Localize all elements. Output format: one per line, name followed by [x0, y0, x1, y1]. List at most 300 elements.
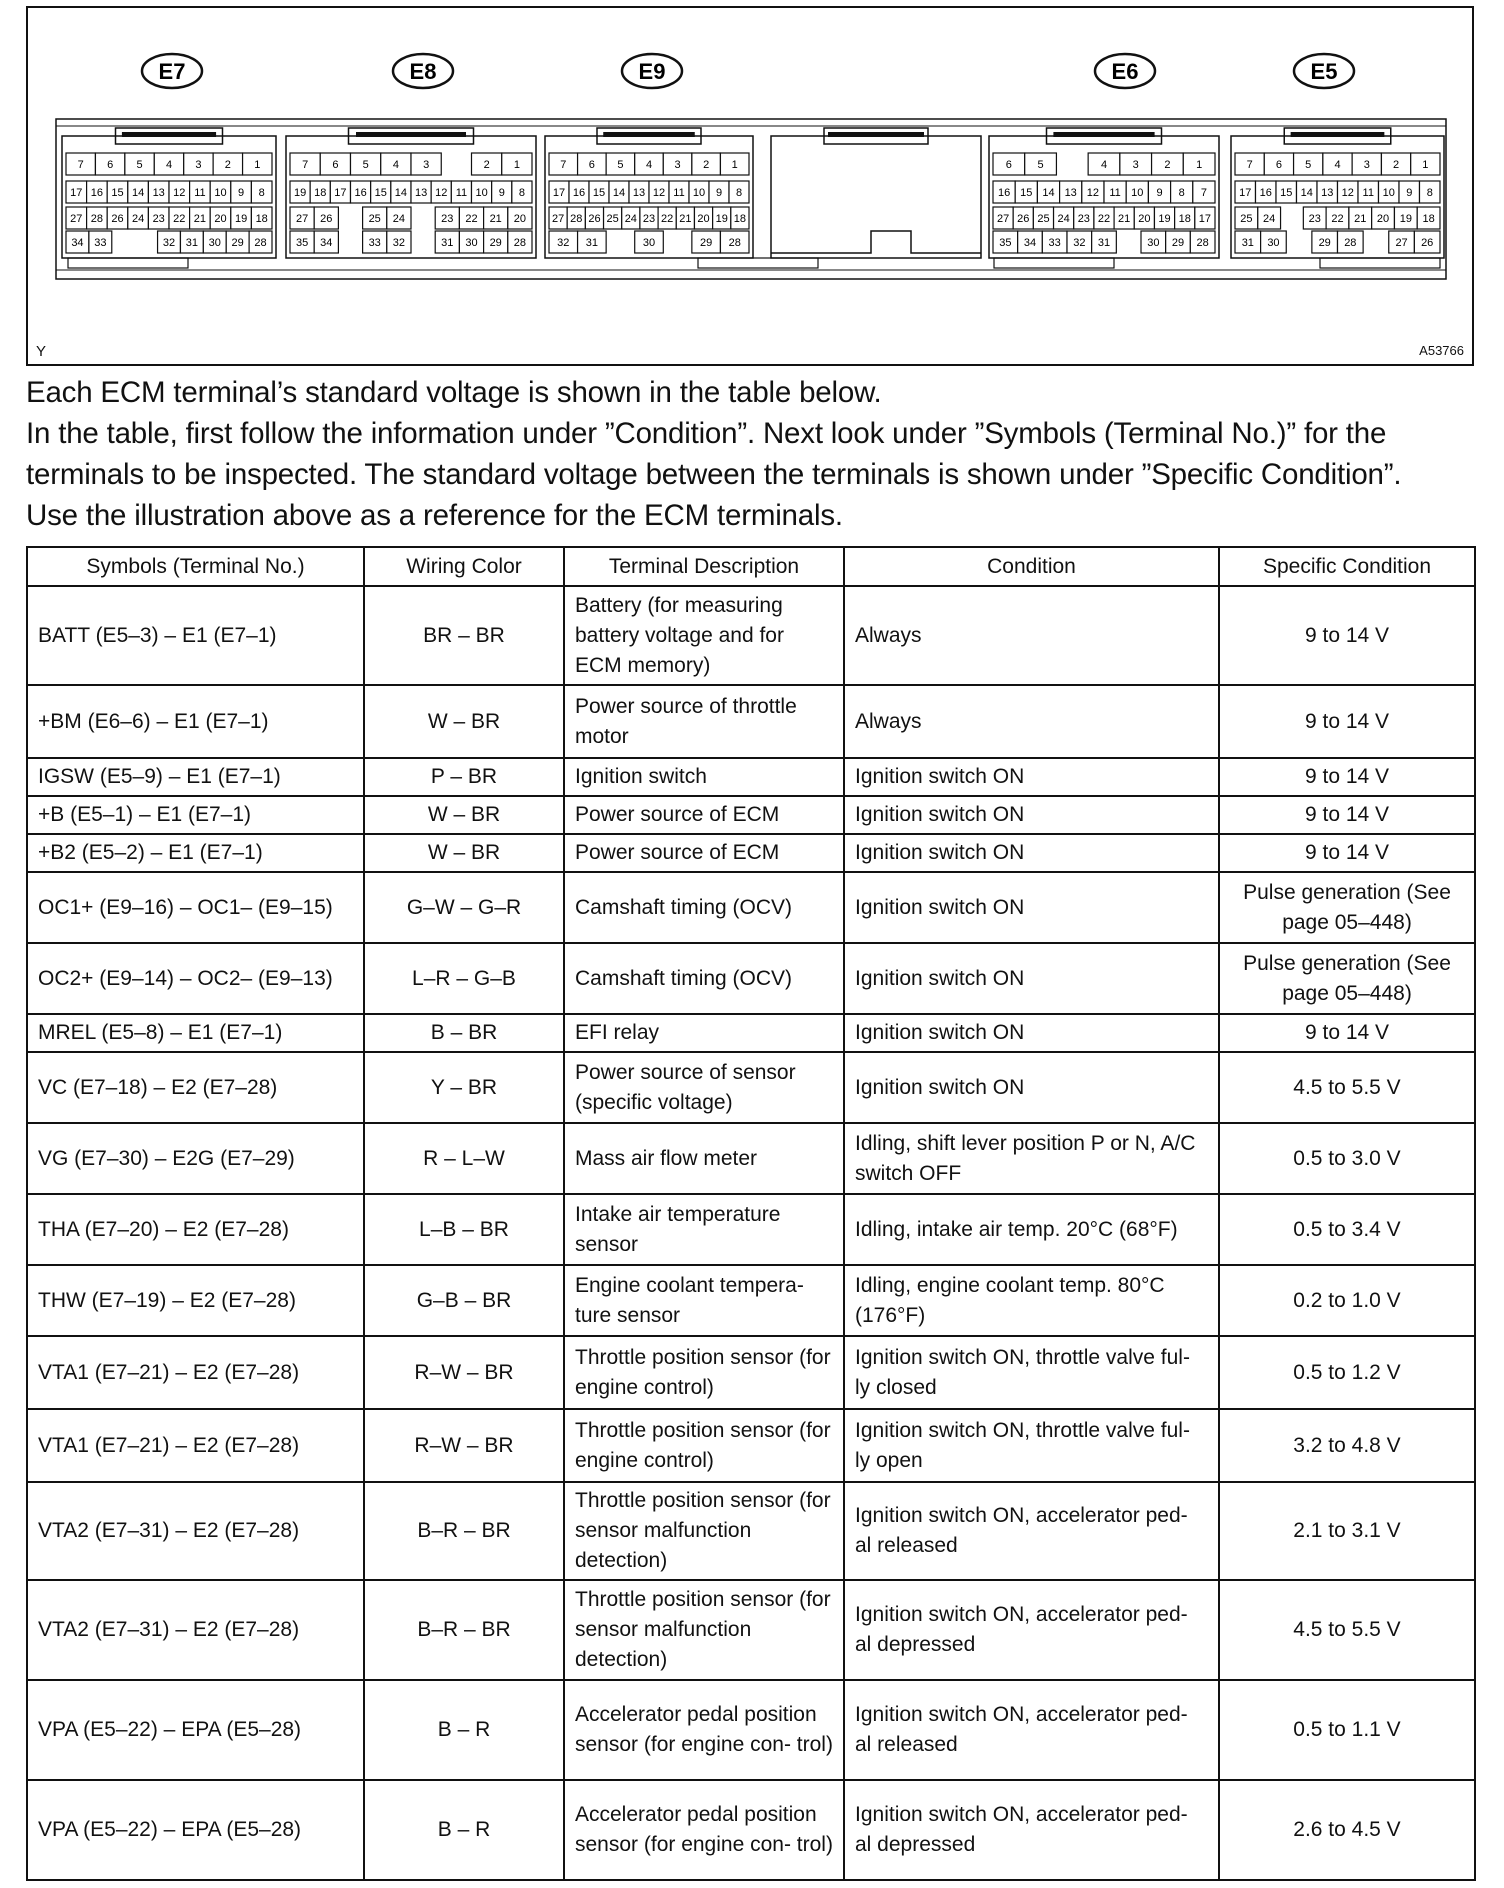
specific-condition-cell: 9 to 14 V — [1219, 1014, 1475, 1052]
specific-condition-cell: 4.5 to 5.5 V — [1219, 1052, 1475, 1123]
terminal-number: 9 — [1156, 187, 1163, 199]
terminal-number: 22 — [1097, 213, 1111, 225]
wiring-color-cell: B – R — [364, 1780, 564, 1880]
terminal-number: 26 — [320, 213, 333, 225]
terminal-number: 16 — [1259, 187, 1272, 199]
terminal-number: 26 — [111, 213, 124, 225]
ecm-connector-illustration — [26, 6, 1474, 366]
terminal-number: 19 — [293, 187, 307, 199]
condition-cell: Ignition switch ON, accelerator ped- al depressed — [844, 1780, 1219, 1880]
terminal-number: 8 — [258, 187, 265, 199]
terminal-number: 12 — [173, 187, 186, 199]
specific-condition-cell: 0.5 to 3.4 V — [1219, 1194, 1475, 1265]
terminal-number: 10 — [692, 187, 706, 199]
terminal-number: 1 — [254, 159, 261, 171]
terminal-number: 17 — [1198, 213, 1212, 225]
wiring-color-cell: B – BR — [364, 1014, 564, 1052]
terminal-number: 17 — [334, 187, 347, 199]
table-row — [27, 1580, 1475, 1680]
table-row — [27, 1194, 1475, 1265]
terminal-number: 31 — [585, 237, 598, 249]
terminal-number: 3 — [423, 159, 430, 171]
terminal-number: 28 — [254, 237, 267, 249]
terminal-number: 7 — [1246, 159, 1253, 171]
terminal-number: 28 — [728, 237, 741, 249]
terminal-number: 8 — [518, 187, 525, 199]
terminal-description-cell: Ignition switch — [564, 758, 844, 796]
terminal-number: 4 — [1334, 159, 1341, 171]
table-row — [27, 943, 1475, 1014]
view-mark: Y — [36, 343, 47, 360]
terminal-number: 13 — [632, 187, 646, 199]
terminal-number: 30 — [1267, 237, 1280, 249]
specific-condition-cell: 0.5 to 3.0 V — [1219, 1123, 1475, 1194]
symbols-cell: VTA1 (E7–21) – E2 (E7–28) — [27, 1336, 364, 1409]
specific-condition-cell: 3.2 to 4.8 V — [1219, 1409, 1475, 1482]
header-wiring-color: Wiring Color — [364, 547, 564, 586]
terminal-description-cell: Accelerator pedal position sensor (for engine con- trol) — [564, 1680, 844, 1780]
terminal-number: 23 — [1308, 213, 1321, 225]
center-block — [771, 136, 981, 258]
table-row — [27, 1336, 1475, 1409]
terminal-number: 29 — [489, 237, 502, 249]
terminal-number: 8 — [1426, 187, 1433, 199]
terminal-number: 16 — [90, 187, 104, 199]
condition-cell: Ignition switch ON, accelerator ped- al depressed — [844, 1580, 1219, 1680]
specific-condition-cell: 9 to 14 V — [1219, 796, 1475, 834]
terminal-number: 9 — [498, 187, 505, 199]
terminal-number: 27 — [551, 213, 565, 225]
terminal-description-cell: Camshaft timing (OCV) — [564, 943, 844, 1014]
header-symbols: Symbols (Terminal No.) — [27, 547, 364, 586]
symbols-cell: VTA1 (E7–21) – E2 (E7–28) — [27, 1409, 364, 1482]
terminal-number: 10 — [1131, 187, 1144, 199]
terminal-number: 25 — [368, 213, 381, 225]
symbols-cell: VC (E7–18) – E2 (E7–28) — [27, 1052, 364, 1123]
terminal-description-cell: Throttle position sensor (for engine control) — [564, 1336, 844, 1409]
terminal-number: 10 — [475, 187, 488, 199]
terminal-number: 29 — [231, 237, 244, 249]
condition-cell: Ignition switch ON, throttle valve ful- ly open — [844, 1409, 1219, 1482]
terminal-number: 31 — [185, 237, 199, 249]
terminal-number: 1 — [731, 159, 738, 171]
terminal-number: 31 — [1097, 237, 1111, 249]
terminal-number: 20 — [513, 213, 527, 225]
connector-label: E8 — [409, 59, 437, 84]
specific-condition-cell: 9 to 14 V — [1219, 834, 1475, 872]
wiring-color-cell: B–R – BR — [364, 1580, 564, 1680]
header-terminal-description: Terminal Description — [564, 547, 844, 586]
terminal-number: 18 — [733, 213, 747, 225]
terminal-number: 3 — [674, 159, 681, 171]
terminal-number: 8 — [735, 187, 743, 199]
terminal-number: 22 — [465, 213, 478, 225]
terminal-number: 13 — [1064, 187, 1077, 199]
terminal-number: 28 — [513, 237, 527, 249]
terminal-number: 33 — [368, 237, 381, 249]
terminal-number: 15 — [1020, 187, 1033, 199]
terminal-number: 3 — [1132, 159, 1139, 171]
wiring-color-cell: BR – BR — [364, 586, 564, 685]
terminal-number: 5 — [1037, 159, 1044, 171]
table-row — [27, 1052, 1475, 1123]
condition-cell: Ignition switch ON, accelerator ped- al released — [844, 1482, 1219, 1580]
header-specific-condition: Specific Condition — [1219, 547, 1475, 586]
terminal-number: 11 — [455, 187, 468, 199]
figure-code: A53766 — [1419, 343, 1464, 358]
connector-label: E6 — [1111, 59, 1139, 84]
header-condition: Condition — [844, 547, 1219, 586]
ecm-terminal-table — [26, 546, 1476, 1881]
terminal-description-cell: Power source of ECM — [564, 834, 844, 872]
table-header-row — [27, 547, 1475, 586]
terminal-number: 23 — [152, 213, 165, 225]
symbols-cell: THW (E7–19) – E2 (E7–28) — [27, 1265, 364, 1336]
terminal-number: 28 — [90, 213, 104, 225]
specific-condition-cell: 0.5 to 1.1 V — [1219, 1680, 1475, 1780]
terminal-number: 28 — [1344, 237, 1357, 249]
terminal-number: 18 — [1422, 213, 1435, 225]
terminal-number: 20 — [1376, 213, 1390, 225]
terminal-number: 23 — [441, 213, 454, 225]
terminal-number: 21 — [193, 213, 207, 225]
table-row — [27, 1409, 1475, 1482]
wiring-color-cell: R – L–W — [364, 1123, 564, 1194]
connector-diagram — [28, 8, 1472, 364]
wiring-color-cell: W – BR — [364, 796, 564, 834]
wiring-color-cell: P – BR — [364, 758, 564, 796]
symbols-cell: MREL (E5–8) – E1 (E7–1) — [27, 1014, 364, 1052]
terminal-number: 6 — [588, 159, 595, 171]
terminal-description-cell: Power source of throttle motor — [564, 685, 844, 758]
wiring-color-cell: G–B – BR — [364, 1265, 564, 1336]
locking-lug — [698, 258, 818, 268]
wiring-color-cell: R–W – BR — [364, 1409, 564, 1482]
terminal-number: 9 — [238, 187, 245, 199]
terminal-number: 18 — [314, 187, 327, 199]
condition-cell: Idling, intake air temp. 20°C (68°F) — [844, 1194, 1219, 1265]
connector-label: E7 — [158, 59, 186, 84]
condition-cell: Ignition switch ON — [844, 943, 1219, 1014]
connector-latch-bar — [1291, 132, 1385, 137]
terminal-number: 14 — [612, 187, 626, 199]
locking-lug — [68, 258, 188, 268]
table-row — [27, 872, 1475, 943]
wiring-color-cell: W – BR — [364, 834, 564, 872]
terminal-number: 15 — [1280, 187, 1293, 199]
wiring-color-cell: G–W – G–R — [364, 872, 564, 943]
condition-cell: Ignition switch ON, accelerator ped- al released — [844, 1680, 1219, 1780]
specific-condition-cell: 9 to 14 V — [1219, 758, 1475, 796]
terminal-description-cell: Battery (for measuring battery voltage and for ECM memory) — [564, 586, 844, 685]
symbols-cell: +BM (E6–6) – E1 (E7–1) — [27, 685, 364, 758]
terminal-number: 18 — [255, 213, 268, 225]
intro-line-2: In the table, first follow the information under ”Condition”. Next look under ”Symbols (Terminal No.)” for the terminals to be inspected. The standard voltage between the terminals is shown under ”Specific Condition”. — [26, 417, 1402, 491]
symbols-cell: THA (E7–20) – E2 (E7–28) — [27, 1194, 364, 1265]
wiring-color-cell: Y – BR — [364, 1052, 564, 1123]
terminal-number: 10 — [1382, 187, 1395, 199]
symbols-cell: +B (E5–1) – E1 (E7–1) — [27, 796, 364, 834]
terminal-number: 30 — [642, 237, 656, 249]
terminal-number: 26 — [1421, 237, 1434, 249]
terminal-number: 25 — [606, 213, 619, 225]
condition-cell: Idling, shift lever position P or N, A/C switch OFF — [844, 1123, 1219, 1194]
terminal-number: 24 — [1057, 213, 1070, 225]
condition-cell: Ignition switch ON — [844, 872, 1219, 943]
wiring-color-cell: L–B – BR — [364, 1194, 564, 1265]
terminal-number: 5 — [362, 159, 369, 171]
terminal-description-cell: EFI relay — [564, 1014, 844, 1052]
terminal-number: 33 — [94, 237, 107, 249]
terminal-number: 29 — [1171, 237, 1185, 249]
terminal-description-cell: Camshaft timing (OCV) — [564, 872, 844, 943]
terminal-number: 11 — [194, 187, 206, 199]
terminal-number: 27 — [295, 213, 309, 225]
terminal-number: 16 — [354, 187, 367, 199]
symbols-cell: VG (E7–30) – E2G (E7–29) — [27, 1123, 364, 1194]
specific-condition-cell: 9 to 14 V — [1219, 685, 1475, 758]
condition-cell: Ignition switch ON — [844, 796, 1219, 834]
terminal-number: 1 — [1196, 159, 1203, 171]
symbols-cell: IGSW (E5–9) – E1 (E7–1) — [27, 758, 364, 796]
condition-cell: Ignition switch ON — [844, 1052, 1219, 1123]
terminal-description-cell: Throttle position sensor (for sensor malfunction detection) — [564, 1482, 844, 1580]
terminal-number: 12 — [1341, 187, 1354, 199]
terminal-number: 32 — [392, 237, 406, 249]
wiring-color-cell: R–W – BR — [364, 1336, 564, 1409]
terminal-number: 19 — [715, 213, 728, 225]
terminal-number: 11 — [1109, 187, 1121, 199]
terminal-number: 23 — [642, 213, 656, 225]
symbols-cell: VPA (E5–22) – EPA (E5–28) — [27, 1780, 364, 1880]
condition-cell: Ignition switch ON, throttle valve ful- ly closed — [844, 1336, 1219, 1409]
terminal-number: 15 — [592, 187, 606, 199]
connector-label: E5 — [1310, 59, 1338, 84]
terminal-description-cell: Throttle position sensor (for sensor malfunction detection) — [564, 1580, 844, 1680]
center-latch-bar — [828, 132, 924, 137]
specific-condition-cell: 9 to 14 V — [1219, 586, 1475, 685]
table-row — [27, 685, 1475, 758]
terminal-number: 19 — [1399, 213, 1412, 225]
intro-text — [26, 372, 1482, 536]
connector-latch-bar — [122, 132, 216, 137]
terminal-number: 25 — [1240, 213, 1253, 225]
terminal-number: 32 — [1073, 237, 1086, 249]
specific-condition-cell: 2.6 to 4.5 V — [1219, 1780, 1475, 1880]
terminal-number: 13 — [152, 187, 165, 199]
terminal-number: 11 — [1362, 187, 1374, 199]
terminal-number: 16 — [997, 187, 1011, 199]
terminal-number: 14 — [1042, 187, 1055, 199]
wiring-color-cell: B – R — [364, 1680, 564, 1780]
terminal-number: 26 — [588, 213, 601, 225]
terminal-number: 30 — [208, 237, 221, 249]
terminal-number: 6 — [107, 159, 114, 171]
table-row — [27, 1014, 1475, 1052]
terminal-number: 27 — [1395, 237, 1408, 249]
terminal-number: 35 — [295, 237, 309, 249]
terminal-number: 20 — [697, 213, 710, 225]
specific-condition-cell: 0.2 to 1.0 V — [1219, 1265, 1475, 1336]
terminal-number: 20 — [214, 213, 227, 225]
wiring-color-cell: L–R – G–B — [364, 943, 564, 1014]
locking-lug — [1320, 258, 1440, 268]
terminal-number: 5 — [1305, 159, 1312, 171]
terminal-number: 34 — [320, 237, 333, 249]
terminal-number: 28 — [570, 213, 583, 225]
terminal-number: 15 — [374, 187, 387, 199]
terminal-number: 7 — [1200, 187, 1207, 199]
terminal-number: 25 — [1037, 213, 1050, 225]
symbols-cell: VTA2 (E7–31) – E2 (E7–28) — [27, 1482, 364, 1580]
terminal-number: 24 — [1263, 213, 1276, 225]
terminal-number: 14 — [1300, 187, 1313, 199]
terminal-number: 24 — [131, 213, 145, 225]
terminal-number: 21 — [1118, 213, 1131, 225]
terminal-number: 10 — [214, 187, 227, 199]
locking-lug — [994, 258, 1114, 268]
terminal-number: 27 — [996, 213, 1010, 225]
terminal-number: 19 — [1158, 213, 1171, 225]
terminal-number: 30 — [1147, 237, 1160, 249]
terminal-number: 33 — [1048, 237, 1061, 249]
terminal-number: 3 — [1363, 159, 1370, 171]
intro-line-1: Each ECM terminal’s standard voltage is shown in the table below. — [26, 376, 882, 409]
table-row — [27, 1482, 1475, 1580]
terminal-number: 11 — [673, 187, 685, 199]
terminal-number: 21 — [679, 213, 692, 225]
terminal-number: 21 — [1354, 213, 1367, 225]
terminal-number: 12 — [652, 187, 666, 199]
wiring-color-cell: W – BR — [364, 685, 564, 758]
symbols-cell: VPA (E5–22) – EPA (E5–28) — [27, 1680, 364, 1780]
center-notch — [771, 231, 981, 253]
terminal-number: 5 — [617, 159, 624, 171]
table-row — [27, 1680, 1475, 1780]
terminal-number: 34 — [71, 237, 84, 249]
terminal-number: 5 — [136, 159, 143, 171]
symbols-cell: VTA2 (E7–31) – E2 (E7–28) — [27, 1580, 364, 1680]
terminal-number: 32 — [557, 237, 570, 249]
symbols-cell: +B2 (E5–2) – E1 (E7–1) — [27, 834, 364, 872]
wiring-color-cell: B–R – BR — [364, 1482, 564, 1580]
terminal-description-cell: Power source of ECM — [564, 796, 844, 834]
terminal-description-cell: Mass air flow meter — [564, 1123, 844, 1194]
terminal-number: 29 — [1318, 237, 1331, 249]
terminal-number: 31 — [1241, 237, 1254, 249]
terminal-number: 7 — [302, 159, 309, 171]
terminal-number: 2 — [1164, 159, 1171, 171]
terminal-number: 21 — [489, 213, 502, 225]
terminal-number: 22 — [1331, 213, 1344, 225]
terminal-number: 30 — [465, 237, 478, 249]
terminal-number: 1 — [1422, 159, 1429, 171]
terminal-number: 9 — [715, 187, 723, 199]
connector-latch-bar — [1053, 132, 1154, 137]
terminal-description-cell: Throttle position sensor (for engine control) — [564, 1409, 844, 1482]
terminal-description-cell: Engine coolant tempera- ture sensor — [564, 1265, 844, 1336]
terminal-number: 16 — [572, 187, 586, 199]
terminal-number: 22 — [173, 213, 186, 225]
terminal-number: 7 — [77, 159, 84, 171]
terminal-number: 2 — [703, 159, 710, 171]
terminal-number: 12 — [435, 187, 448, 199]
terminal-number: 23 — [1077, 213, 1090, 225]
terminal-number: 22 — [661, 213, 674, 225]
specific-condition-cell: 2.1 to 3.1 V — [1219, 1482, 1475, 1580]
terminal-number: 14 — [131, 187, 145, 199]
terminal-number: 18 — [1178, 213, 1191, 225]
connector-label: E9 — [638, 59, 666, 84]
terminal-number: 4 — [392, 159, 399, 171]
terminal-description-cell: Intake air temperature sensor — [564, 1194, 844, 1265]
connector-latch-bar — [603, 132, 695, 137]
terminal-number: 17 — [552, 187, 566, 199]
terminal-number: 32 — [162, 237, 176, 249]
terminal-number: 20 — [1138, 213, 1151, 225]
terminal-number: 27 — [70, 213, 83, 225]
condition-cell: Idling, engine coolant temp. 80°C (176°F) — [844, 1265, 1219, 1336]
specific-condition-cell: Pulse generation (See page 05–448) — [1219, 943, 1475, 1014]
terminal-number: 6 — [1275, 159, 1282, 171]
specific-condition-cell: 4.5 to 5.5 V — [1219, 1580, 1475, 1680]
connector-latch-bar — [356, 132, 466, 137]
condition-cell: Ignition switch ON — [844, 1014, 1219, 1052]
specific-condition-cell: 0.5 to 1.2 V — [1219, 1336, 1475, 1409]
terminal-number: 17 — [70, 187, 83, 199]
terminal-number: 2 — [483, 159, 490, 171]
terminal-number: 13 — [1321, 187, 1334, 199]
terminal-number: 29 — [700, 237, 713, 249]
terminal-number: 24 — [624, 213, 637, 225]
terminal-number: 12 — [1086, 187, 1100, 199]
terminal-description-cell: Power source of sensor (specific voltage) — [564, 1052, 844, 1123]
condition-cell: Always — [844, 685, 1219, 758]
symbols-cell: OC1+ (E9–16) – OC1– (E9–15) — [27, 872, 364, 943]
table-row — [27, 1123, 1475, 1194]
terminal-number: 2 — [1393, 159, 1400, 171]
terminal-number: 1 — [513, 159, 520, 171]
terminal-number: 15 — [111, 187, 124, 199]
terminal-number: 8 — [1178, 187, 1185, 199]
terminal-number: 24 — [392, 213, 406, 225]
table-row — [27, 834, 1475, 872]
terminal-number: 4 — [645, 159, 653, 171]
terminal-number: 19 — [234, 213, 248, 225]
intro-line-3: Use the illustration above as a reference for the ECM terminals. — [26, 499, 843, 532]
symbols-cell: OC2+ (E9–14) – OC2– (E9–13) — [27, 943, 364, 1014]
terminal-number: 9 — [1406, 187, 1413, 199]
terminal-number: 4 — [1100, 159, 1108, 171]
terminal-number: 31 — [441, 237, 454, 249]
table-row — [27, 796, 1475, 834]
terminal-number: 35 — [999, 237, 1012, 249]
table-row — [27, 1780, 1475, 1880]
table-row — [27, 586, 1475, 685]
terminal-number: 6 — [332, 159, 339, 171]
condition-cell: Ignition switch ON — [844, 834, 1219, 872]
terminal-number: 28 — [1196, 237, 1209, 249]
terminal-number: 6 — [1005, 159, 1012, 171]
terminal-number: 4 — [165, 159, 173, 171]
terminal-number: 34 — [1023, 237, 1037, 249]
terminal-number: 7 — [560, 159, 567, 171]
table-row — [27, 1265, 1475, 1336]
specific-condition-cell: Pulse generation (See page 05–448) — [1219, 872, 1475, 943]
table-row — [27, 758, 1475, 796]
condition-cell: Ignition switch ON — [844, 758, 1219, 796]
condition-cell: Always — [844, 586, 1219, 685]
